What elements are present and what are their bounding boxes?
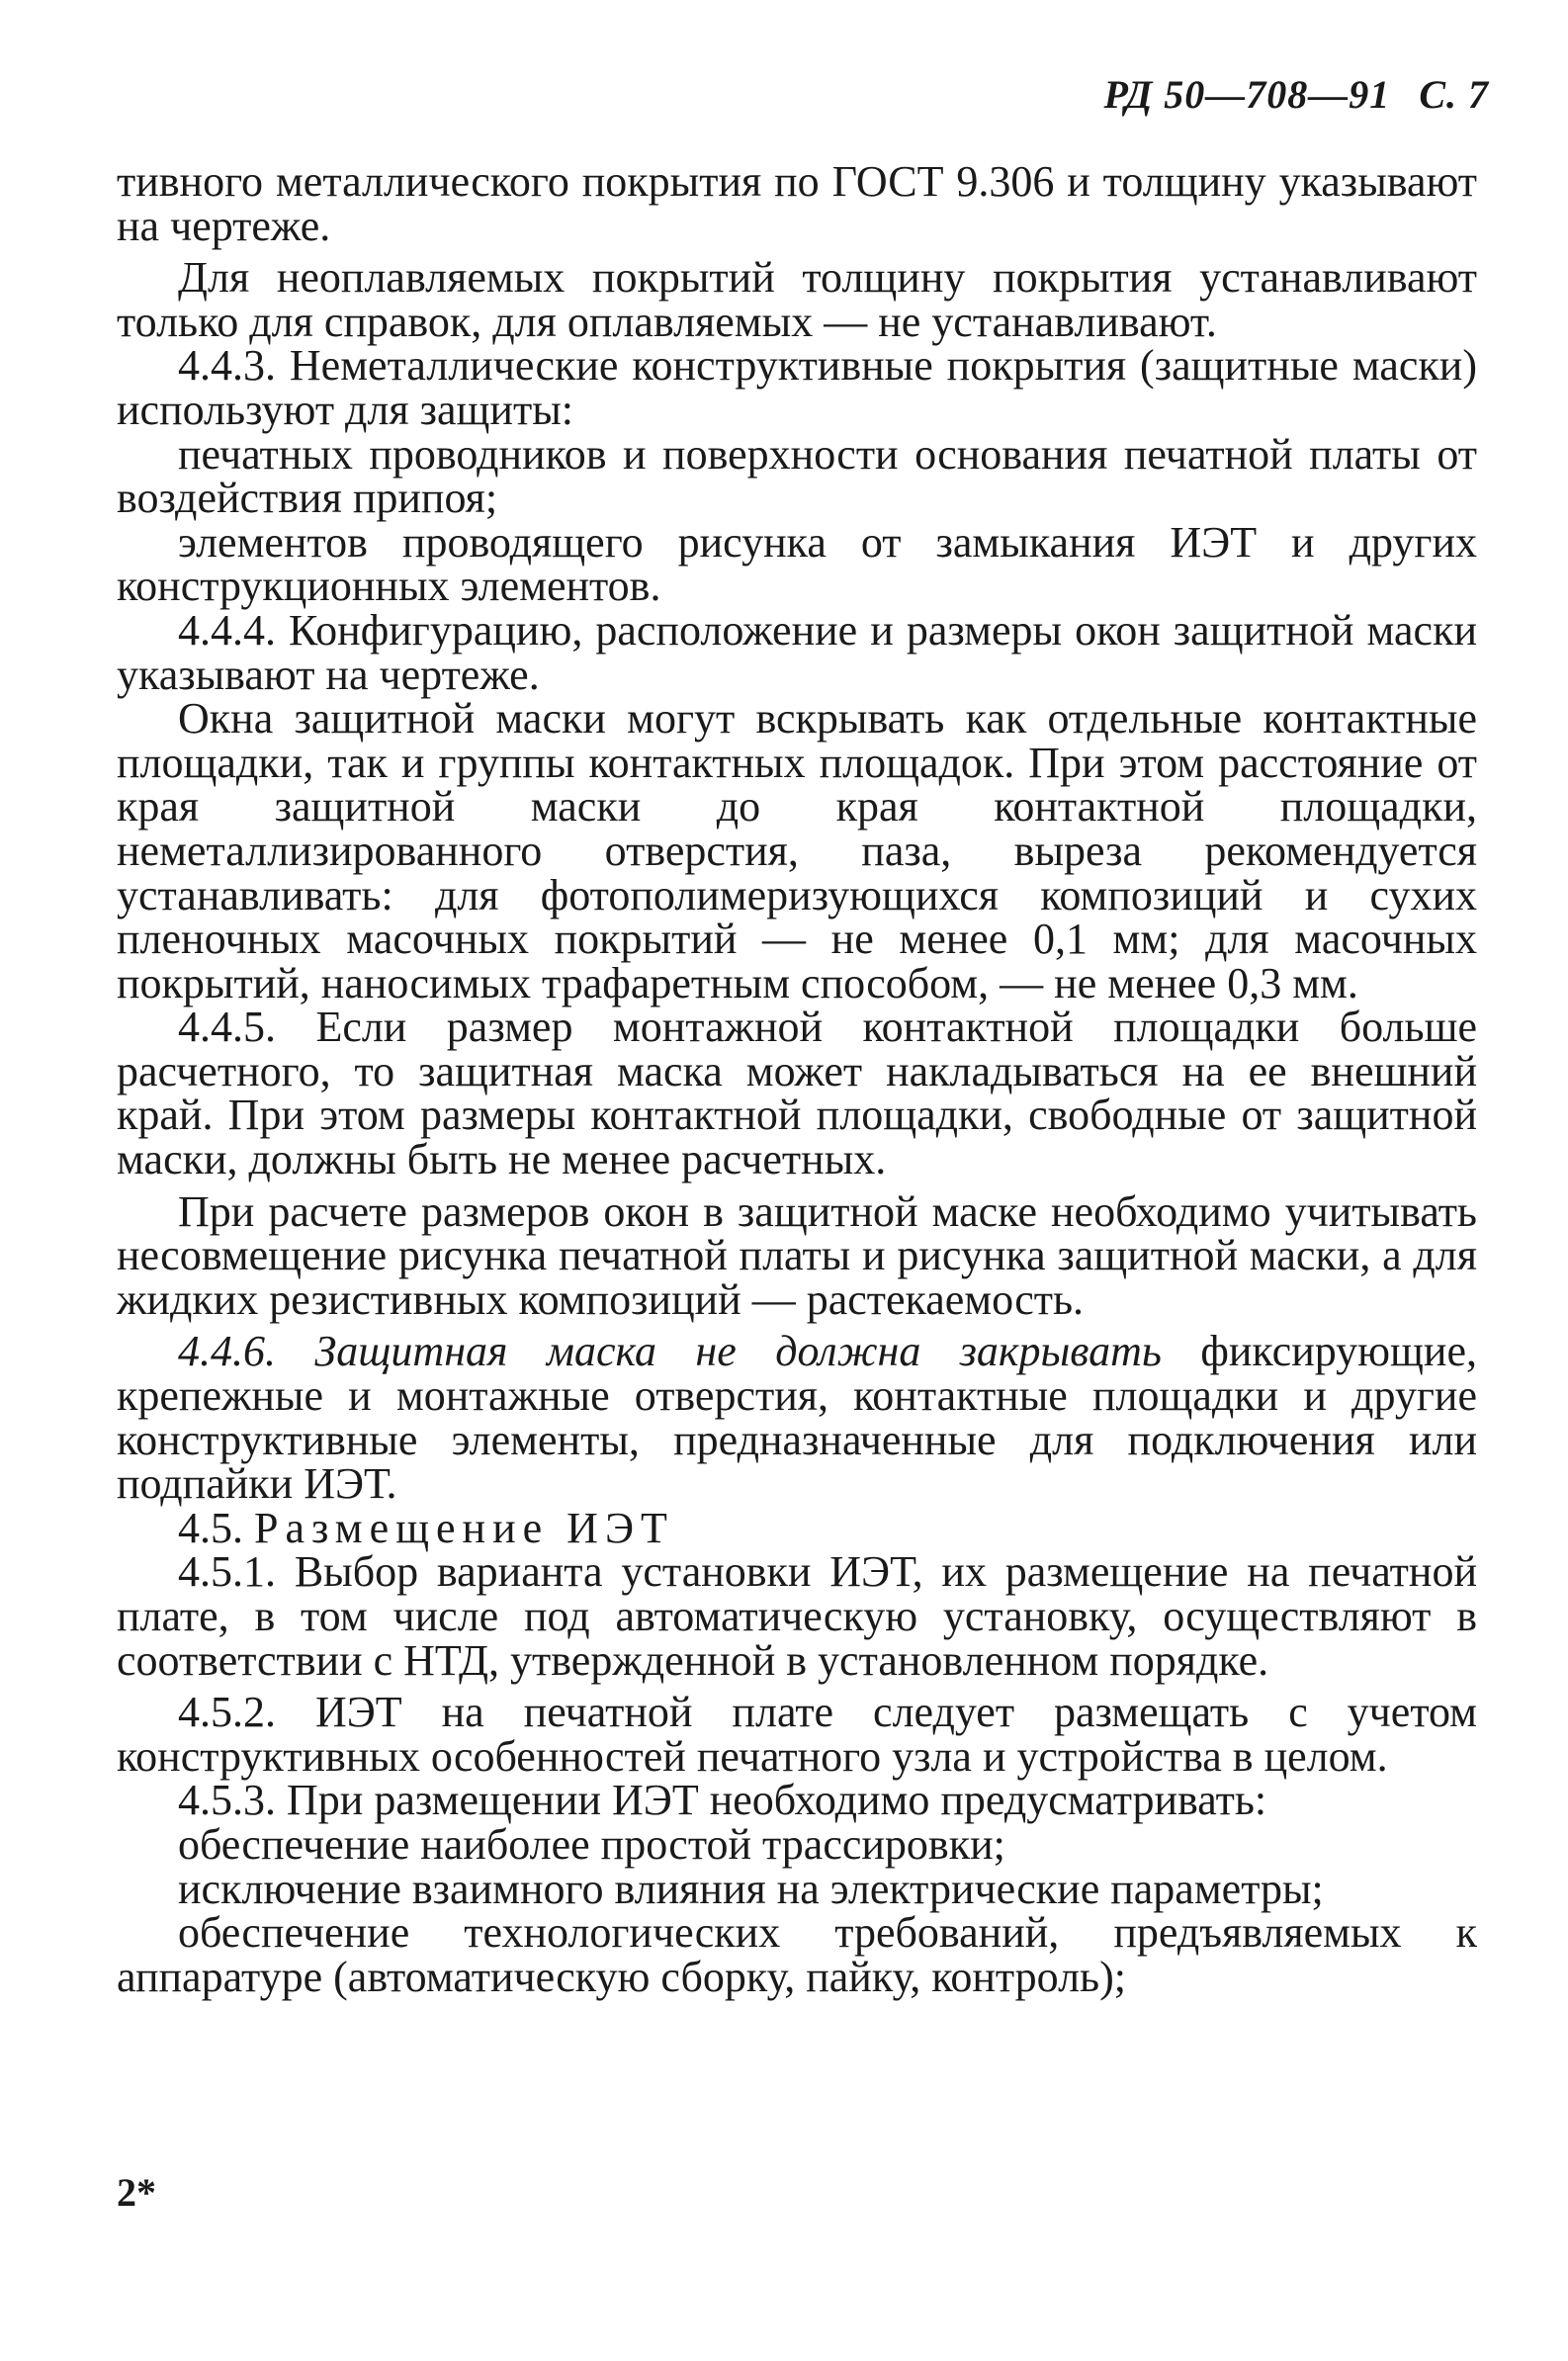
paragraph: печатных проводников и поверхности основания печатной платы от воздействия припоя; <box>117 429 1477 523</box>
paragraph-italic-lead: 4.4.6. Защитная маска не должна закрывать <box>178 1327 1162 1376</box>
section-number: 4.5. <box>178 1503 243 1552</box>
paragraph: Окна защитной маски могут вскрывать как отдельные контактные площадки, так и группы контактных площадок. При этом расстояние от края защитной маски до края контактной площадки, неметаллизированного отверстия, паза, выреза рекомендуется устанавливать: для фотополимеризующихся композиций и сухих пленочных масочных покрытий — не менее 0,1 мм; для масочных покрытий, наносимых трафаретным способом, — не менее 0,3 мм. <box>117 694 1477 1007</box>
paragraph-rest: фиксирующие, крепежные и монтажные отверстия, контактные площадки и другие конструктивные элементы, предназначенные для подключения или подпайки ИЭТ. <box>117 1327 1477 1509</box>
paragraph: При расчете размеров окон в защитной маске необходимо учитывать несовмещение рисунка печатной платы и рисунка защитной маски, а для жидких резистивных композиций — растекаемость. <box>117 1186 1477 1324</box>
paragraph: Для неоплавляемых покрытий толщину покрытия устанавливают только для справок, для оплавляемых — не устанавливают. <box>117 253 1477 346</box>
list-item: исключение взаимного влияния на электрические параметры; <box>178 1864 1324 1913</box>
paragraph <box>117 1327 1477 1509</box>
paragraph: 4.4.4. Конфигурацию, расположение и размеры окон защитной маски указывают на чертеже. <box>117 605 1477 699</box>
section-title: Размещение ИЭТ <box>254 1503 674 1552</box>
list-item: обеспечение технологических требований, предъявляемых к аппаратуре (автоматическую сборку, пайку, контроль); <box>117 1908 1477 2001</box>
paragraph: 4.5.2. ИЭТ на печатной плате следует размещать с учетом конструктивных особенностей печатного узла и устройства в целом. <box>117 1688 1477 1781</box>
paragraph: 4.5.3. При размещении ИЭТ необходимо предусматривать: <box>178 1776 1267 1825</box>
page-header <box>1087 71 1489 118</box>
page-number: С. 7 <box>1419 72 1489 117</box>
document-code: РД 50—708—91 <box>1103 72 1391 117</box>
signature-mark: 2* <box>117 2170 156 2215</box>
section-heading <box>117 1503 1477 1552</box>
list-item: обеспечение наиболее простой трассировки; <box>178 1819 1005 1869</box>
paragraph: 4.4.5. Если размер монтажной контактной площадки больше расчетного, то защитная маска может накладываться на ее внешний край. При этом размеры контактной площадки, свободные от защитной маски, должны быть не менее расчетных. <box>117 1003 1477 1184</box>
paragraph: тивного металлического покрытия по ГОСТ 9.306 и толщину указывают на чертеже. <box>117 157 1477 250</box>
paragraph: 4.5.1. Выбор варианта установки ИЭТ, их размещение на печатной плате, в том числе под автоматическую установку, осуществляют в соответствии с НТД, утвержденной в установленном порядке. <box>117 1547 1477 1685</box>
paragraph: элементов проводящего рисунка от замыкания ИЭТ и других конструкционных элементов. <box>117 517 1477 611</box>
paragraph: 4.4.3. Неметаллические конструктивные покрытия (защитные маски) используют для защиты: <box>117 341 1477 434</box>
document-body <box>117 157 1477 2001</box>
